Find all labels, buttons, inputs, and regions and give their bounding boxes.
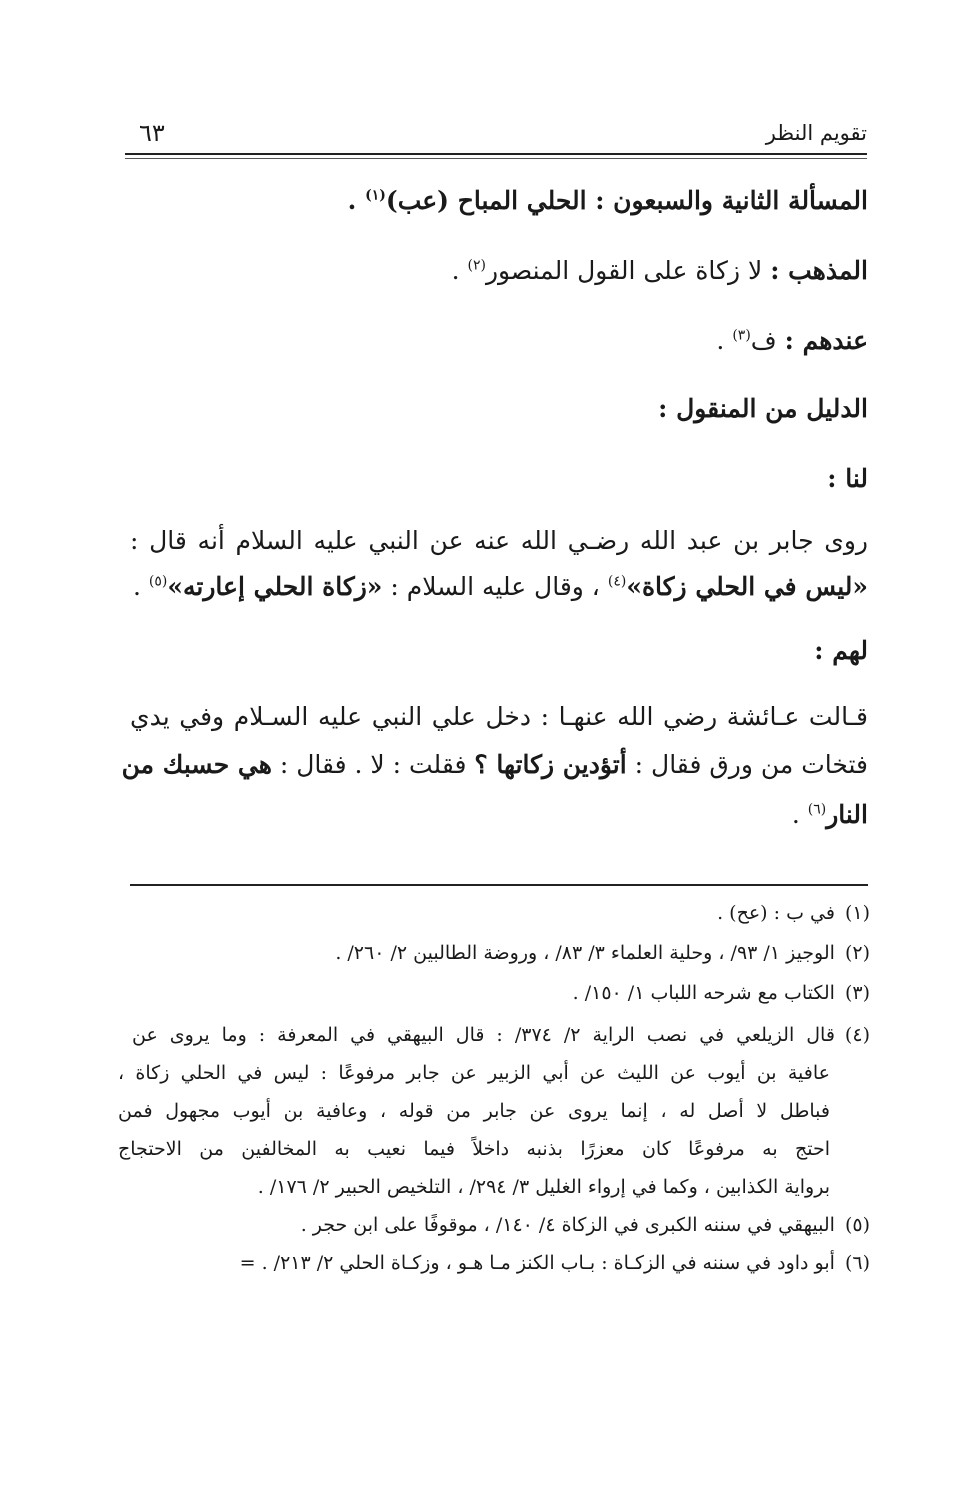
footnote-1: (١)في ب : (عح) . (717, 902, 870, 924)
lana-label: لنا : (827, 464, 868, 493)
header-rule (125, 153, 867, 155)
dalil-heading: الدليل من المنقول : (658, 394, 868, 423)
madhhab-line: المذهب : لا زكاة على القول المنصور$^{(٢)}$ . (451, 256, 868, 285)
issue-heading: المسألة الثانية والسبعون : الحلي المباح (عب)$^{(١)}$ . (347, 186, 868, 215)
lahum-line-2: فتخات من ورق فقال : أتؤدين زكاتها ؟ فقلت : لا . فقال : هي حسبك من (121, 750, 868, 779)
footnote-rule (130, 884, 868, 886)
indahum-label: عندهم : (784, 326, 868, 355)
madhhab-label: المذهب : (770, 256, 868, 285)
footnote-3: (٣)الكتاب مع شرحه اللباب ١/ ١٥٠/ . (572, 982, 870, 1004)
footnote-4-line-5: برواية الكذابين ، وكما في إرواء الغليل ٣/ ٢٩٤/ ، التلخيص الحبير ٢/ ١٧٦/ . (257, 1176, 830, 1198)
indahum-line: عندهم : ف$^{(٣)}$ . (716, 326, 868, 355)
footnote-5: (٥)البيهقي في سننه الكبرى في الزكاة ٤/ ١٤٠/ ، موقوفًا على ابن حجر . (300, 1214, 870, 1236)
lahum-line-3: النار$^{(٦)}$ . (791, 800, 868, 829)
footnote-4-line-4: احتج به مرفوعًا كان معزرًا بذنبه داخلاً فيما نعيب به المخالفين من الاحتجاج (118, 1138, 830, 1160)
footnote-6: (٦)أبو داود في سننه في الزكـاة : بـاب الكنز مـا هـو ، وزكـاة الحلي ٢/ ٢١٣/ . = (239, 1252, 870, 1274)
footnote-4-line-2: عافية بن أيوب عن الليث عن أبي الزبير عن جابر مرفوعًا : ليس في الحلي زكاة ، (118, 1062, 830, 1084)
footnote-4: (٤)قال الزيلعي في نصب الراية ٢/ ٣٧٤/ : قال البيهقي في المعرفة : وما يروى عن (132, 1024, 870, 1046)
lana-line-2: «ليس في الحلي زكاة»$^{(٤)}$ ، وقال عليه السلام : «زكاة الحلي إعارته»$^{(٥)}$ . (132, 572, 868, 601)
lahum-line-1: قـالت عـائشة رضي الله عنهـا : دخل علي النبي عليه السـلام وفي يدي (130, 702, 868, 731)
footnote-2: (٢)الوجيز ١/ ٩٣/ ، وحلية العلماء ٣/ ٨٣/ ، وروضة الطالبين ٢/ ٢٦٠/ . (335, 942, 870, 964)
lana-line-1: روى جابر بن عبد الله رضـي الله عنه عن النبي عليه السلام أنه قال : (130, 526, 868, 555)
footnote-4-line-3: فباطل لا أصل له ، إنما يروى عن جابر من قوله ، وعافية بن أيوب مجهول فمن (118, 1100, 830, 1122)
running-title: تقويم النظر (765, 121, 867, 145)
header-rule-thin (125, 158, 867, 159)
page-number: ٦٣ (139, 119, 165, 147)
page-header (125, 118, 867, 158)
lahum-label: لهم : (814, 636, 868, 665)
